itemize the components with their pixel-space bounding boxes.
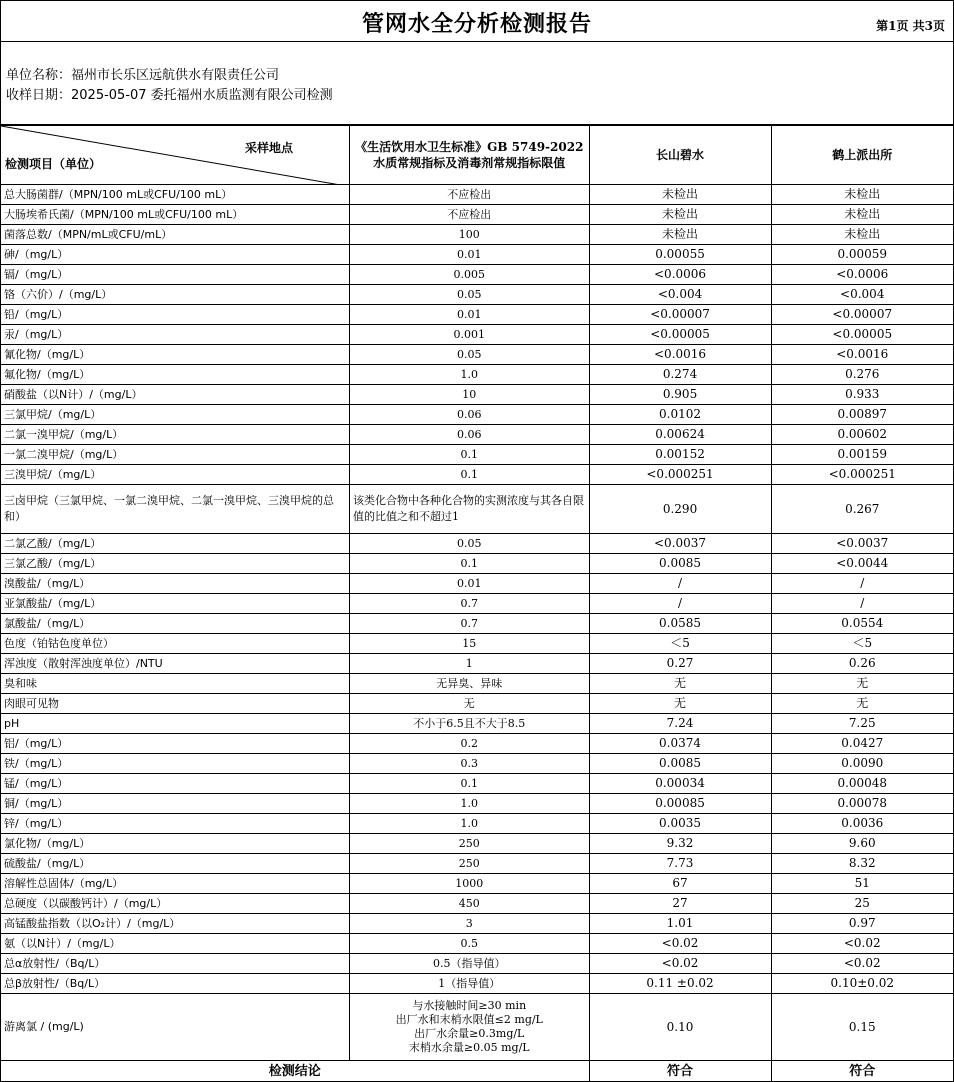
standard-cell: 0.1 [350, 774, 590, 794]
table-row [1, 185, 953, 205]
standard-line: 末梢水余量≥0.05 mg/L [408, 1041, 530, 1054]
value-cell-1: / [589, 574, 771, 594]
item-cell: 三卤甲烷（三氯甲烷、一氯二溴甲烷、二氯一溴甲烷、三溴甲烷的总和） [1, 485, 350, 534]
value-cell-2: <0.02 [771, 954, 953, 974]
site-header-2: 鹤上派出所 [771, 126, 953, 185]
value-cell-2: 0.0427 [771, 734, 953, 754]
item-cell: 硝酸盐（以N计）/（mg/L） [1, 385, 350, 405]
standard-cell [350, 994, 590, 1061]
value-cell-1: 0.0085 [589, 754, 771, 774]
item-cell: pH [1, 714, 350, 734]
value-cell-1: 0.0035 [589, 814, 771, 834]
value-cell-1: 0.00085 [589, 794, 771, 814]
value-cell-2: 0.0090 [771, 754, 953, 774]
value-cell-2: 0.10±0.02 [771, 974, 953, 994]
value-cell-2: <0.02 [771, 934, 953, 954]
table-row [1, 225, 953, 245]
value-cell-1: 0.0585 [589, 614, 771, 634]
standard-line: 出厂水和末梢水限值≤2 mg/L [395, 1013, 543, 1026]
table-row [1, 325, 953, 345]
value-cell-2: 25 [771, 894, 953, 914]
value-cell-1: <0.0016 [589, 345, 771, 365]
value-cell-1: 0.00055 [589, 245, 771, 265]
standard-cell: 0.01 [350, 574, 590, 594]
table-row [1, 425, 953, 445]
item-cell: 二氯一溴甲烷/（mg/L） [1, 425, 350, 445]
standard-cell: 1 [350, 654, 590, 674]
value-cell-2: 0.00048 [771, 774, 953, 794]
value-cell-2: / [771, 594, 953, 614]
value-cell-2: 0.267 [771, 485, 953, 534]
item-cell: 铬（六价）/（mg/L） [1, 285, 350, 305]
standard-cell: 1.0 [350, 794, 590, 814]
value-cell-1: <0.004 [589, 285, 771, 305]
value-cell-1: / [589, 594, 771, 614]
item-cell: 汞/（mg/L） [1, 325, 350, 345]
standard-cell: 0.01 [350, 305, 590, 325]
standard-cell: 无异臭、异味 [350, 674, 590, 694]
standard-cell: 1000 [350, 874, 590, 894]
value-cell-1: 未检出 [589, 185, 771, 205]
value-cell-2: <0.000251 [771, 465, 953, 485]
table-header-row [1, 126, 953, 185]
standard-cell: 不应检出 [350, 185, 590, 205]
item-cell: 铝/（mg/L） [1, 734, 350, 754]
item-cell: 氯酸盐/（mg/L） [1, 614, 350, 634]
value-cell-2: 0.00159 [771, 445, 953, 465]
value-cell-1: <0.0006 [589, 265, 771, 285]
value-cell-1: 无 [589, 674, 771, 694]
value-cell-1: 27 [589, 894, 771, 914]
value-cell-1: 0.0374 [589, 734, 771, 754]
info-section [1, 42, 953, 125]
standard-cell: 1.0 [350, 814, 590, 834]
table-row [1, 754, 953, 774]
value-cell-1: 0.274 [589, 365, 771, 385]
value-cell-1: ＜5 [589, 634, 771, 654]
value-cell-1: 0.00624 [589, 425, 771, 445]
value-cell-2: 未检出 [771, 225, 953, 245]
results-body-1 [1, 185, 953, 485]
standard-cell: 100 [350, 225, 590, 245]
item-cell: 二氯乙酸/（mg/L） [1, 534, 350, 554]
value-cell-2: 0.933 [771, 385, 953, 405]
item-cell: 高锰酸盐指数（以O₂计）/（mg/L） [1, 914, 350, 934]
value-cell-1: 9.32 [589, 834, 771, 854]
standard-cell: 0.1 [350, 465, 590, 485]
table-row [1, 914, 953, 934]
item-cell: 镉/（mg/L） [1, 265, 350, 285]
standard-line: 与水接触时间≥30 min [412, 999, 527, 1012]
value-cell-2: <0.0037 [771, 534, 953, 554]
value-cell-2: 0.00897 [771, 405, 953, 425]
value-cell-2: <0.00007 [771, 305, 953, 325]
value-cell-2: 9.60 [771, 834, 953, 854]
table-row [1, 405, 953, 425]
standard-cell: 0.5 [350, 934, 590, 954]
table-row [1, 485, 953, 534]
table-row [1, 554, 953, 574]
standard-cell: 3 [350, 914, 590, 934]
value-cell-1: 未检出 [589, 225, 771, 245]
value-cell-1: 7.73 [589, 854, 771, 874]
table-row [1, 994, 953, 1061]
item-cell: 色度（铂钴色度单位） [1, 634, 350, 654]
value-cell-1: <0.000251 [589, 465, 771, 485]
standard-cell: 15 [350, 634, 590, 654]
table-row [1, 285, 953, 305]
standard-cell: 0.2 [350, 734, 590, 754]
table-row [1, 774, 953, 794]
table-row [1, 245, 953, 265]
standard-cell: 0.06 [350, 425, 590, 445]
table-row [1, 934, 953, 954]
value-cell-1: 0.00152 [589, 445, 771, 465]
table-row [1, 674, 953, 694]
value-cell-2: 0.00602 [771, 425, 953, 445]
item-cell: 三氯乙酸/（mg/L） [1, 554, 350, 574]
item-cell: 氯化物/（mg/L） [1, 834, 350, 854]
table-row [1, 694, 953, 714]
value-cell-2: 0.276 [771, 365, 953, 385]
value-cell-2: 0.97 [771, 914, 953, 934]
conclusion-value-2: 符合 [771, 1061, 953, 1082]
standard-cell: 0.1 [350, 554, 590, 574]
value-cell-2: 未检出 [771, 185, 953, 205]
item-cell: 游离氯 / (mg/L) [1, 994, 350, 1061]
standard-cell: 0.1 [350, 445, 590, 465]
thm-body [1, 485, 953, 534]
item-cell: 菌落总数/（MPN/mL或CFU/mL） [1, 225, 350, 245]
value-cell-1: 7.24 [589, 714, 771, 734]
table-row [1, 385, 953, 405]
table-row [1, 614, 953, 634]
value-cell-1: 0.905 [589, 385, 771, 405]
table-row [1, 654, 953, 674]
value-cell-2: 无 [771, 674, 953, 694]
results-body-2 [1, 534, 953, 994]
value-cell-1: <0.02 [589, 934, 771, 954]
value-cell-2: <0.004 [771, 285, 953, 305]
table-row [1, 814, 953, 834]
value-cell-2: ＜5 [771, 634, 953, 654]
table-row [1, 365, 953, 385]
table-row [1, 714, 953, 734]
standard-header: 《生活饮用水卫生标准》GB 5749-2022 水质常规指标及消毒剂常规指标限值 [350, 126, 590, 185]
item-cell: 硫酸盐/（mg/L） [1, 854, 350, 874]
value-cell-1: 0.11 ±0.02 [589, 974, 771, 994]
standard-cell: 250 [350, 834, 590, 854]
item-cell: 氰化物/（mg/L） [1, 345, 350, 365]
item-cell: 亚氯酸盐/（mg/L） [1, 594, 350, 614]
value-cell-1: 0.0102 [589, 405, 771, 425]
table-row [1, 854, 953, 874]
conclusion-row [1, 1061, 953, 1082]
standard-line: 出厂水余量≥0.3mg/L [414, 1027, 525, 1040]
value-cell-2: <0.0044 [771, 554, 953, 574]
standard-cell: 1.0 [350, 365, 590, 385]
value-cell-1: 67 [589, 874, 771, 894]
table-row [1, 265, 953, 285]
table-row [1, 874, 953, 894]
sampling-site-label: 采样地点 [245, 141, 294, 155]
value-cell-2: 0.0036 [771, 814, 953, 834]
value-cell-2: <0.0016 [771, 345, 953, 365]
item-cell: 大肠埃希氏菌/（MPN/100 mL或CFU/100 mL） [1, 205, 350, 225]
value-cell-1: 0.00034 [589, 774, 771, 794]
value-cell-2: 7.25 [771, 714, 953, 734]
standard-cell: 0.05 [350, 345, 590, 365]
item-cell: 氟化物/（mg/L） [1, 365, 350, 385]
standard-cell: 0.001 [350, 325, 590, 345]
standard-cell: 10 [350, 385, 590, 405]
chlorine-body [1, 994, 953, 1082]
value-cell-1: 0.10 [589, 994, 771, 1061]
value-cell-1: 1.01 [589, 914, 771, 934]
standard-cell: 1（指导值） [350, 974, 590, 994]
conclusion-label: 检测结论 [1, 1061, 589, 1082]
item-cell: 三氯甲烷/（mg/L） [1, 405, 350, 425]
value-cell-1: <0.00005 [589, 325, 771, 345]
value-cell-2: 0.26 [771, 654, 953, 674]
table-row [1, 594, 953, 614]
table-row [1, 445, 953, 465]
report-title: 管网水全分析检测报告 [361, 11, 592, 37]
title-bar [1, 1, 953, 42]
test-item-label: 检测项目（单位） [5, 157, 102, 171]
item-cell: 总β放射性/（Bq/L） [1, 974, 350, 994]
value-cell-2: / [771, 574, 953, 594]
table-row [1, 534, 953, 554]
table-row [1, 465, 953, 485]
value-cell-1: 0.290 [589, 485, 771, 534]
item-cell: 锌/（mg/L） [1, 814, 350, 834]
item-cell: 一氯二溴甲烷/（mg/L） [1, 445, 350, 465]
standard-cell: 0.7 [350, 614, 590, 634]
item-cell: 肉眼可见物 [1, 694, 350, 714]
value-cell-2: <0.00005 [771, 325, 953, 345]
value-cell-1: 无 [589, 694, 771, 714]
value-cell-1: <0.00007 [589, 305, 771, 325]
standard-cell: 0.06 [350, 405, 590, 425]
table-row [1, 634, 953, 654]
table-row [1, 954, 953, 974]
standard-cell: 不应检出 [350, 205, 590, 225]
standard-cell: 0.05 [350, 534, 590, 554]
page-indicator: 第1页 共3页 [876, 19, 945, 33]
table-row [1, 574, 953, 594]
value-cell-2: <0.0006 [771, 265, 953, 285]
value-cell-1: 未检出 [589, 205, 771, 225]
sample-date: 收样日期：2025-05-07 委托福州水质监测有限公司检测 [6, 88, 333, 103]
item-cell: 总大肠菌群/（MPN/100 mL或CFU/100 mL） [1, 185, 350, 205]
table-row [1, 205, 953, 225]
item-cell: 铁/（mg/L） [1, 754, 350, 774]
item-cell: 总α放射性/（Bq/L） [1, 954, 350, 974]
standard-cell: 0.005 [350, 265, 590, 285]
table-row [1, 974, 953, 994]
item-cell: 砷/（mg/L） [1, 245, 350, 265]
value-cell-2: 0.00059 [771, 245, 953, 265]
value-cell-2: 未检出 [771, 205, 953, 225]
standard-cell: 0.7 [350, 594, 590, 614]
standard-cell: 0.5（指导值） [350, 954, 590, 974]
value-cell-2: 51 [771, 874, 953, 894]
value-cell-2: 0.0554 [771, 614, 953, 634]
item-cell: 氨（以N计）/（mg/L） [1, 934, 350, 954]
value-cell-2: 0.00078 [771, 794, 953, 814]
table-row [1, 894, 953, 914]
results-table [1, 125, 953, 1082]
item-cell: 溶解性总固体/（mg/L） [1, 874, 350, 894]
item-cell: 溴酸盐/（mg/L） [1, 574, 350, 594]
standard-cell: 0.3 [350, 754, 590, 774]
value-cell-1: 0.0085 [589, 554, 771, 574]
table-row [1, 345, 953, 365]
conclusion-value-1: 符合 [589, 1061, 771, 1082]
value-cell-1: <0.02 [589, 954, 771, 974]
table-row [1, 305, 953, 325]
standard-cell: 无 [350, 694, 590, 714]
item-cell: 总硬度（以碳酸钙计）/（mg/L） [1, 894, 350, 914]
diagonal-header-cell [1, 126, 350, 185]
value-cell-2: 0.15 [771, 994, 953, 1061]
value-cell-1: 0.27 [589, 654, 771, 674]
table-row [1, 794, 953, 814]
standard-cell: 250 [350, 854, 590, 874]
table-row [1, 734, 953, 754]
site-header-1: 长山碧水 [589, 126, 771, 185]
item-cell: 浑浊度（散射浑浊度单位）/NTU [1, 654, 350, 674]
value-cell-1: <0.0037 [589, 534, 771, 554]
item-cell: 臭和味 [1, 674, 350, 694]
item-cell: 锰/（mg/L） [1, 774, 350, 794]
table-row [1, 834, 953, 854]
item-cell: 铅/（mg/L） [1, 305, 350, 325]
standard-cell: 不小于6.5且不大于8.5 [350, 714, 590, 734]
standard-cell: 0.01 [350, 245, 590, 265]
standard-cell: 0.05 [350, 285, 590, 305]
item-cell: 三溴甲烷/（mg/L） [1, 465, 350, 485]
standard-cell: 该类化合物中各种化合物的实测浓度与其各自限值的比值之和不超过1 [350, 485, 590, 534]
value-cell-2: 8.32 [771, 854, 953, 874]
standard-cell: 450 [350, 894, 590, 914]
value-cell-2: 无 [771, 694, 953, 714]
unit-name: 单位名称：福州市长乐区远航供水有限责任公司 [6, 68, 280, 83]
item-cell: 铜/（mg/L） [1, 794, 350, 814]
